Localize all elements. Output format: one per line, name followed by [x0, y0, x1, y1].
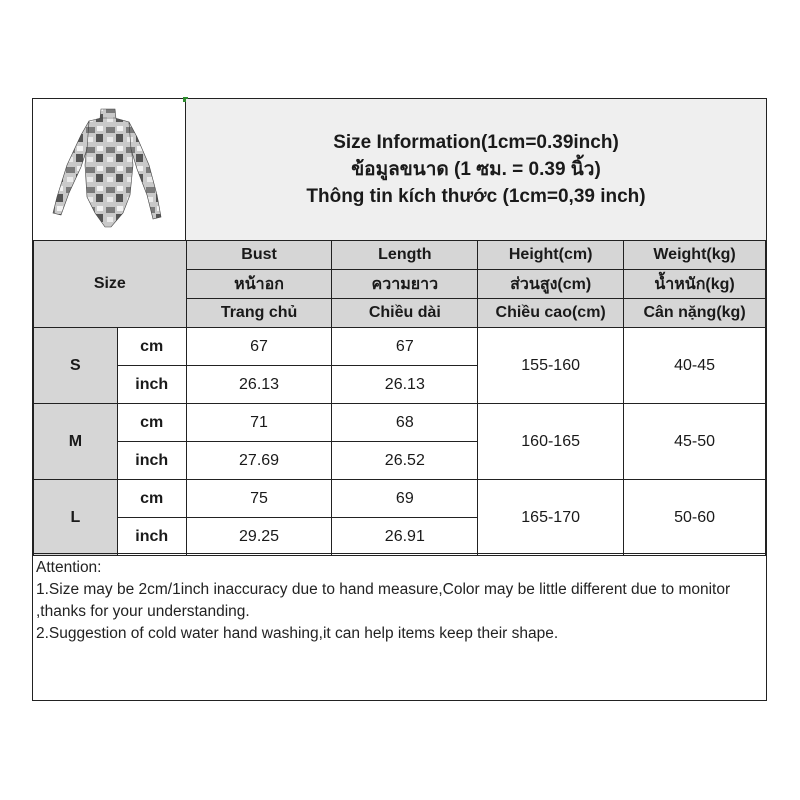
- title-english: Size Information(1cm=0.39inch): [333, 132, 619, 153]
- unit-cell: inch: [117, 518, 186, 556]
- length-value: 67: [332, 328, 478, 366]
- unit-cell: cm: [117, 328, 186, 366]
- bust-value: 27.69: [186, 442, 332, 480]
- col-weight-en: Weight(kg): [624, 241, 766, 270]
- table-row: [34, 404, 766, 442]
- bust-value: 67: [186, 328, 332, 366]
- unit-cell: inch: [117, 442, 186, 480]
- bust-value: 75: [186, 480, 332, 518]
- bust-value: 29.25: [186, 518, 332, 556]
- col-length-en: Length: [332, 241, 478, 270]
- weight-value: 45-50: [624, 404, 766, 480]
- bust-value: 26.13: [186, 366, 332, 404]
- col-height-en: Height(cm): [478, 241, 624, 270]
- length-value: 68: [332, 404, 478, 442]
- size-header: Size: [34, 241, 187, 328]
- col-bust-vi: Trang chủ: [186, 299, 332, 328]
- size-cell: L: [34, 480, 118, 556]
- bodysuit-image-icon: [45, 105, 173, 235]
- weight-value: 40-45: [624, 328, 766, 404]
- table-row: [34, 328, 766, 366]
- product-thumbnail: [33, 99, 186, 240]
- height-value: 160-165: [478, 404, 624, 480]
- col-bust-en: Bust: [186, 241, 332, 270]
- bust-value: 71: [186, 404, 332, 442]
- length-value: 26.91: [332, 518, 478, 556]
- length-value: 26.13: [332, 366, 478, 404]
- col-length-vi: Chiều dài: [332, 299, 478, 328]
- note-item: 1.Size may be 2cm/1inch inaccuracy due to hand measure,Color may be little different due to monitor ,thanks for your understanding.: [36, 581, 731, 620]
- size-cell: M: [34, 404, 118, 480]
- unit-cell: cm: [117, 404, 186, 442]
- length-value: 69: [332, 480, 478, 518]
- col-length-th: ความยาว: [332, 270, 478, 299]
- size-chart-frame: [32, 98, 767, 701]
- height-value: 165-170: [478, 480, 624, 556]
- col-height-vi: Chiều cao(cm): [478, 299, 624, 328]
- table-row: [34, 480, 766, 518]
- size-table: [33, 240, 766, 556]
- unit-cell: cm: [117, 480, 186, 518]
- col-height-th: ส่วนสูง(cm): [478, 270, 624, 299]
- attention-notes: [33, 553, 766, 700]
- unit-cell: inch: [117, 366, 186, 404]
- size-cell: S: [34, 328, 118, 404]
- note-item: 2.Suggestion of cold water hand washing,it can help items keep their shape.: [36, 625, 559, 642]
- height-value: 155-160: [478, 328, 624, 404]
- chart-header: [33, 99, 766, 241]
- length-value: 26.52: [332, 442, 478, 480]
- header-row-english: [34, 241, 766, 270]
- title-vietnamese: Thông tin kích thước (1cm=0,39 inch): [306, 186, 646, 207]
- col-bust-th: หน้าอก: [186, 270, 332, 299]
- notes-heading: Attention:: [36, 559, 102, 576]
- title-box: [186, 99, 766, 240]
- weight-value: 50-60: [624, 480, 766, 556]
- col-weight-vi: Cân nặng(kg): [624, 299, 766, 328]
- title-thai: ข้อมูลขนาด (1 ซม. = 0.39 นิ้ว): [351, 159, 601, 180]
- col-weight-th: น้ำหนัก(kg): [624, 270, 766, 299]
